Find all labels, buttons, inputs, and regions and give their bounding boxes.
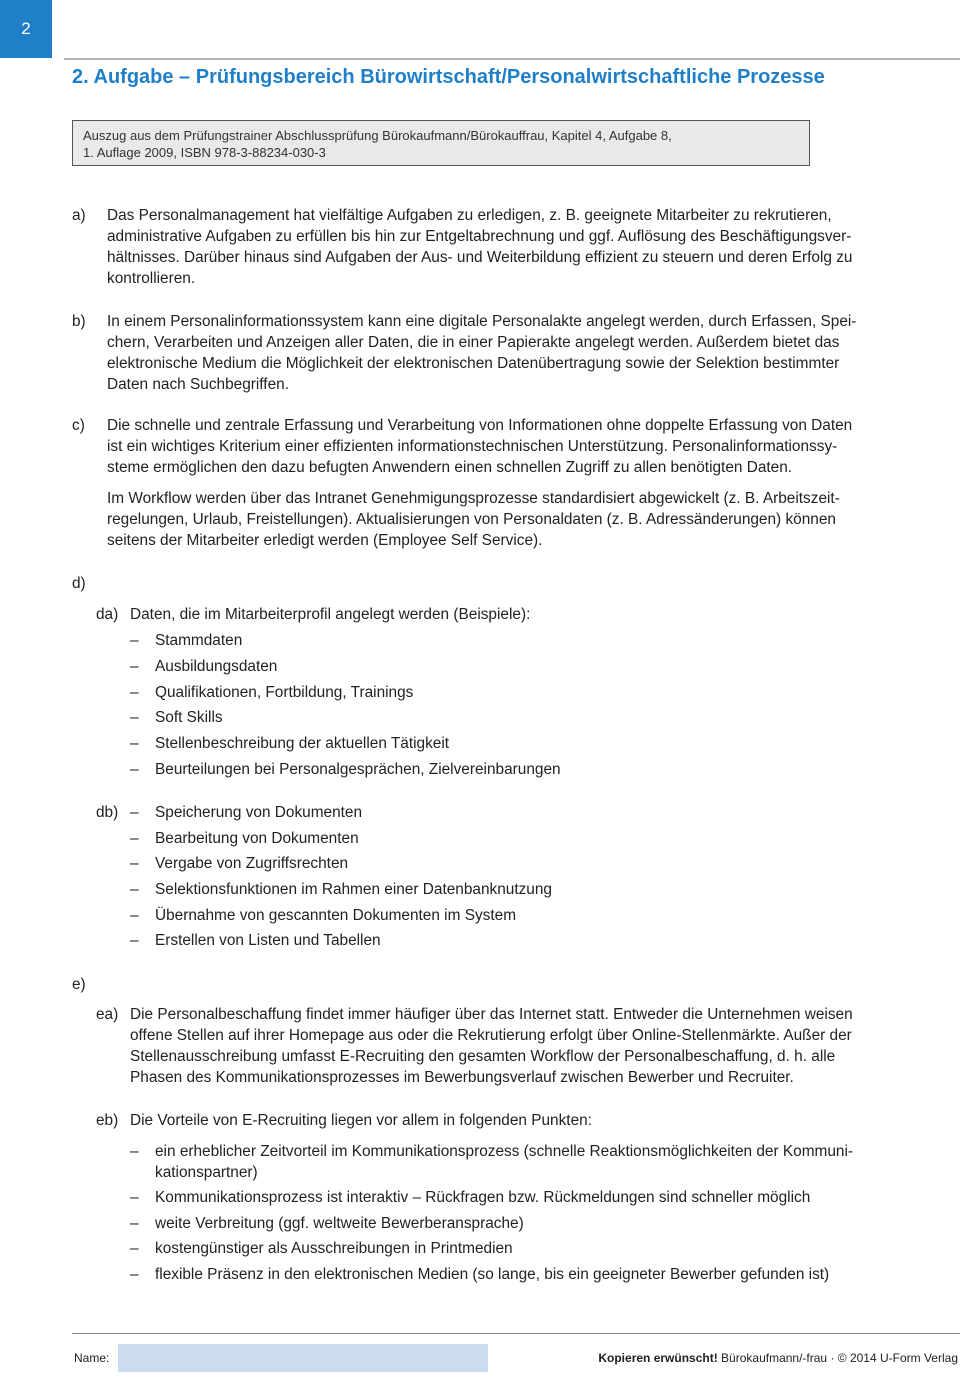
subsection-label-db: db)	[96, 804, 119, 821]
text-line: Phasen des Kommunikationsprozesses im Bewerbungsverlauf zwischen Bewerber und Recruiter.	[130, 1069, 794, 1086]
dash-bullet: –	[130, 760, 139, 778]
copyright-text: Bürokaufmann/-frau · © 2014 U-Form Verlag	[717, 1351, 958, 1365]
list-item-text: Stellenbeschreibung der aktuellen Tätigkeit	[155, 735, 450, 753]
text-line: Das Personalmanagement hat vielfältige Aufgaben zu erledigen, z. B. geeignete Mitarbeiter zu rekrutieren,	[107, 207, 832, 224]
list-item-text: Beurteilungen bei Personalgesprächen, Zielvereinbarungen	[155, 760, 561, 778]
list-item	[130, 930, 552, 956]
list-item	[130, 1238, 952, 1264]
text-line: steme ermöglichen den dazu befugten Anwendern einen schnellen Zugriff zu allen benötigten Daten.	[107, 459, 793, 476]
list-item-text: Übernahme von gescannten Dokumenten im System	[155, 906, 517, 924]
dash-bullet: –	[130, 632, 139, 649]
page-number: 2	[0, 0, 52, 58]
list-item-text: Erstellen von Listen und Tabellen	[155, 932, 381, 950]
list-item-text: Soft Skills	[155, 709, 223, 727]
list-item-text: Bearbeitung von Dokumenten	[155, 829, 359, 847]
list-item	[130, 828, 552, 854]
source-note	[72, 120, 810, 166]
footer-copyright	[598, 1351, 958, 1365]
list-item-text: Selektionsfunktionen im Rahmen einer Datenbanknutzung	[155, 881, 552, 899]
section-label-e: e)	[72, 976, 86, 993]
list-item	[130, 733, 561, 759]
subsection-label-eb: eb)	[96, 1112, 119, 1129]
dash-bullet: –	[130, 932, 139, 950]
subsection-label-da: da)	[96, 606, 119, 623]
list-item	[130, 1141, 952, 1187]
list-item	[130, 707, 561, 733]
text-line: Daten nach Suchbegriffen.	[107, 376, 289, 393]
section-a-text	[107, 205, 952, 289]
dash-bullet: –	[130, 657, 139, 675]
subsection-label-ea: ea)	[96, 1006, 119, 1023]
text-line: chern, Verarbeiten und Anzeigen aller Daten, die in einer Papierakte angelegt werden. Außerdem bietet das	[107, 334, 840, 351]
dash-bullet: –	[130, 735, 139, 753]
page-title: 2. Aufgabe – Prüfungsbereich Bürowirtschaft/Personalwirtschaftliche Prozesse	[72, 66, 825, 88]
section-b-text	[107, 311, 952, 395]
section-label-a: a)	[72, 207, 86, 224]
list-item-text: Vergabe von Zugriffsrechten	[155, 855, 349, 873]
eb-intro: Die Vorteile von E-Recruiting liegen vor allem in folgenden Punkten:	[130, 1112, 592, 1129]
list-item	[130, 1264, 952, 1290]
list-item	[130, 879, 552, 905]
name-field[interactable]	[118, 1344, 488, 1372]
da-list	[130, 630, 561, 785]
dash-bullet: –	[130, 1189, 139, 1206]
section-c-paragraph-1	[107, 415, 952, 478]
dash-bullet: –	[130, 1214, 139, 1232]
dash-bullet: –	[130, 1240, 139, 1258]
list-item-text: ein erheblicher Zeitvorteil im Kommunikationsprozess (schnelle Reaktionsmöglichkeiten der Kommuni-kationspartner)	[155, 1143, 854, 1181]
text-line: Stellenausschreibung umfasst E-Recruiting den gesamten Workflow der Personalbeschaffung, d. h. alle	[130, 1048, 836, 1065]
text-line: In einem Personalinformationssystem kann eine digitale Personalakte angelegt werden, durch Erfassen, Spei-	[107, 313, 857, 330]
section-label-c: c)	[72, 417, 85, 434]
list-item-text: Stammdaten	[155, 632, 243, 649]
ea-text	[130, 1004, 952, 1088]
list-item-text: Qualifikationen, Fortbildung, Trainings	[155, 683, 414, 701]
text-line: seitens der Mitarbeiter erledigt werden (Employee Self Service).	[107, 532, 543, 549]
source-line: 1. Auflage 2009, ISBN 978-3-88234-030-3	[83, 145, 326, 160]
db-list	[130, 802, 552, 956]
list-item-text: Ausbildungsdaten	[155, 657, 278, 675]
dash-bullet: –	[130, 1266, 139, 1284]
eb-list	[130, 1141, 952, 1290]
dash-bullet: –	[130, 683, 139, 701]
list-item-text: kostengünstiger als Ausschreibungen in Printmedien	[155, 1240, 513, 1258]
dash-bullet: –	[130, 709, 139, 727]
source-line: Auszug aus dem Prüfungstrainer Abschlussprüfung Bürokaufmann/Bürokauffrau, Kapitel 4, Aufgabe 8,	[83, 128, 672, 143]
section-label-b: b)	[72, 313, 86, 330]
copy-notice: Kopieren erwünscht!	[598, 1351, 718, 1365]
text-line: administrative Aufgaben zu erfüllen bis hin zur Entgeltabrechnung und ggf. Auflösung des Beschäftigungsver-	[107, 228, 852, 245]
list-item	[130, 1187, 952, 1213]
text-line: offene Stellen auf ihrer Homepage aus oder die Rekrutierung erfolgt über Online-Stellenmärkte. Außer der	[130, 1027, 852, 1044]
dash-bullet: –	[130, 829, 139, 847]
list-item	[130, 905, 552, 931]
list-item	[130, 1213, 952, 1239]
text-line: elektronische Medium die Möglichkeit der elektronischen Datenübertragung sowie der Selektion bestimmter	[107, 355, 840, 372]
list-item	[130, 853, 552, 879]
list-item-text: weite Verbreitung (ggf. weltweite Bewerberansprache)	[155, 1214, 524, 1232]
dash-bullet: –	[130, 906, 139, 924]
dash-bullet: –	[130, 855, 139, 873]
list-item	[130, 802, 552, 828]
dash-bullet: –	[130, 881, 139, 899]
header-rule	[64, 58, 960, 60]
list-item	[130, 682, 561, 708]
footer-rule	[72, 1333, 960, 1334]
dash-bullet: –	[130, 804, 139, 821]
text-line: Die Personalbeschaffung findet immer häufiger über das Internet statt. Entweder die Unternehmen weisen	[130, 1006, 853, 1023]
text-line: ist ein wichtiges Kriterium einer effizienten informationstechnischen Unterstützung. Personalinformationssy-	[107, 438, 838, 455]
text-line: Im Workflow werden über das Intranet Genehmigungsprozesse standardisiert abgewickelt (z. B. Arbeitszeit-	[107, 490, 840, 507]
list-item-text: flexible Präsenz in den elektronischen Medien (so lange, bis ein geeigneter Bewerber gefunden ist)	[155, 1266, 830, 1284]
section-label-d: d)	[72, 575, 86, 592]
text-line: regelungen, Urlaub, Freistellungen). Aktualisierungen von Personaldaten (z. B. Adressänderungen) können	[107, 511, 836, 528]
list-item	[130, 630, 561, 656]
list-item	[130, 656, 561, 682]
text-line: kontrollieren.	[107, 270, 196, 287]
list-item-text: Speicherung von Dokumenten	[155, 804, 363, 821]
list-item-text: Kommunikationsprozess ist interaktiv – Rückfragen bzw. Rückmeldungen sind schneller möglich	[155, 1189, 811, 1206]
da-intro: Daten, die im Mitarbeiterprofil angelegt werden (Beispiele):	[130, 606, 531, 623]
section-c-paragraph-2	[107, 488, 952, 551]
dash-bullet: –	[130, 1143, 139, 1160]
list-item	[130, 759, 561, 785]
text-line: hältnisses. Darüber hinaus sind Aufgaben der Aus- und Weiterbildung effizient zu steuern und deren Erfolg zu	[107, 249, 853, 266]
name-label: Name:	[74, 1351, 110, 1365]
text-line: Die schnelle und zentrale Erfassung und Verarbeitung von Informationen ohne doppelte Erfassung von Daten	[107, 417, 853, 434]
